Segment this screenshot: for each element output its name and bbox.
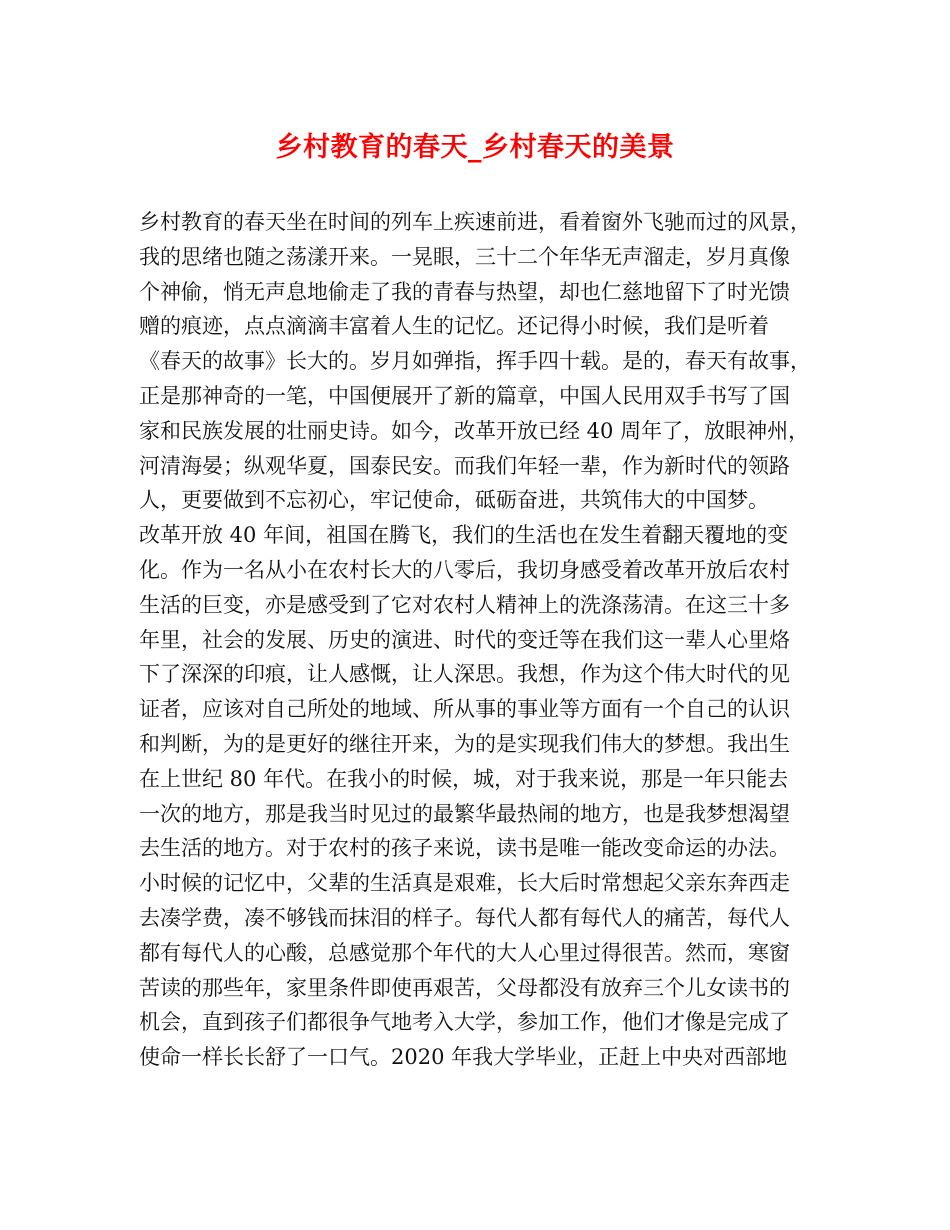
document-title: 乡村教育的春天_乡村春天的美景 (275, 132, 675, 163)
body-line: 正是那神奇的一笔，中国便展开了新的篇章，中国人民用双手书写了国 (139, 383, 790, 408)
body-line: 人，更要做到不忘初心，牢记使命，砥砺奋进，共筑伟大的中国梦。 (139, 488, 769, 513)
body-line: 年里，社会的发展、历史的演进、时代的变迁等在我们这一辈人心里烙 (139, 627, 790, 652)
body-line: 和判断，为的是更好的继往开来，为的是实现我们伟大的梦想。我出生 (139, 731, 790, 756)
body-line: 使命一样长长舒了一口气。2020 年我大学毕业，正赶上中央对西部地 (139, 1045, 788, 1070)
body-line: 机会，直到孩子们都很争气地考入大学，参加工作，他们才像是完成了 (139, 1010, 790, 1035)
body-line: 去生活的地方。对于农村的孩子来说，读书是唯一能改变命运的办法。 (139, 836, 790, 861)
body-line: 去凑学费，凑不够钱而抹泪的样子。每代人都有每代人的痛苦，每代人 (139, 905, 790, 930)
body-line: 一次的地方，那是我当时见过的最繁华最热闹的地方，也是我梦想渴望 (139, 801, 790, 826)
body-line: 个神偷，悄无声息地偷走了我的青春与热望，却也仁慈地留下了时光馈 (139, 279, 790, 304)
body-line: 我的思绪也随之荡漾开来。一晃眼，三十二个年华无声溜走，岁月真像 (139, 244, 790, 269)
body-line: 河清海晏；纵观华夏，国泰民安。而我们年轻一辈，作为新时代的领路 (139, 453, 790, 478)
body-line: 下了深深的印痕，让人感慨，让人深思。我想，作为这个伟大时代的见 (139, 662, 790, 687)
body-line: 都有每代人的心酸，总感觉那个年代的大人心里过得很苦。然而，寒窗 (139, 940, 790, 965)
body-line: 赠的痕迹，点点滴滴丰富着人生的记忆。还记得小时候，我们是听着 (139, 314, 769, 339)
body-line: 改革开放 40 年间，祖国在腾飞，我们的生活也在发生着翻天覆地的变 (139, 523, 789, 548)
document-body (139, 205, 839, 1075)
body-line: 小时候的记忆中，父辈的生活真是艰难，长大后时常想起父亲东奔西走 (139, 871, 790, 896)
body-line: 苦读的那些年，家里条件即使再艰苦，父母都没有放弃三个儿女读书的 (139, 975, 790, 1000)
body-line: 证者，应该对自己所处的地域、所从事的事业等方面有一个自己的认识 (139, 697, 790, 722)
body-line: 《春天的故事》长大的。岁月如弹指，挥手四十载。是的，春天有故事， (139, 349, 811, 374)
body-line: 生活的巨变，亦是感受到了它对农村人精神上的洗涤荡清。在这三十多 (139, 592, 790, 617)
body-line: 乡村教育的春天坐在时间的列车上疾速前进，看着窗外飞驰而过的风景， (139, 210, 811, 234)
body-line: 在上世纪 80 年代。在我小的时候，城，对于我来说，那是一年只能去 (139, 766, 789, 791)
body-line: 家和民族发展的壮丽史诗。如今，改革开放已经 40 周年了，放眼神州， (139, 418, 810, 443)
body-line: 化。作为一名从小在农村长大的八零后，我切身感受着改革开放后农村 (139, 557, 790, 582)
